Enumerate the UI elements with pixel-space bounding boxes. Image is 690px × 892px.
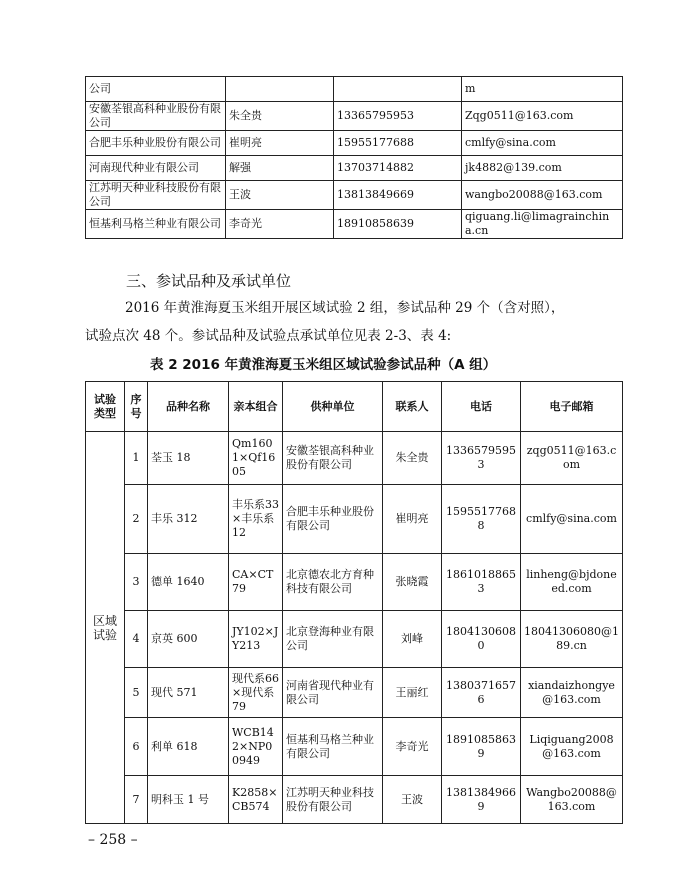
number-cell: 5 — [125, 668, 148, 718]
table-row — [86, 77, 623, 102]
parents-cell: 现代系66×现代系 79 — [229, 668, 283, 718]
table-row — [86, 485, 623, 554]
email-cell: Liqiguang2008@163.com — [521, 718, 623, 776]
page-number: – 258 – — [88, 832, 138, 848]
supplier-cell: 恒基利马格兰种业有限公司 — [283, 718, 383, 776]
table-row — [86, 131, 623, 156]
table-header-row — [86, 382, 623, 432]
email-cell: Zqg0511@163.com — [462, 102, 623, 131]
phone-cell: 13703714882 — [334, 156, 462, 181]
contact-cell: 崔明亮 — [226, 131, 334, 156]
supplier-cell: 河南省现代种业有限公司 — [283, 668, 383, 718]
contact-cell: 朱全贵 — [226, 102, 334, 131]
contact-cell: 王波 — [226, 181, 334, 210]
phone-cell: 18041306080 — [442, 611, 521, 668]
phone-cell: 15955177688 — [334, 131, 462, 156]
variety-cell: 现代 571 — [148, 668, 229, 718]
phone-cell: 13365795953 — [334, 102, 462, 131]
variety-cell: 利单 618 — [148, 718, 229, 776]
parents-cell: Qm1601×Qf1605 — [229, 432, 283, 485]
unit-cell: 公司 — [86, 77, 226, 102]
phone-cell: 13813849669 — [442, 776, 521, 824]
parents-cell: 丰乐系33×丰乐系 12 — [229, 485, 283, 554]
unit-cell: 河南现代种业有限公司 — [86, 156, 226, 181]
table-row — [86, 432, 623, 485]
variety-cell: 丰乐 312 — [148, 485, 229, 554]
contact-cell: 张晓霞 — [383, 554, 442, 611]
variety-cell: 德单 1640 — [148, 554, 229, 611]
email-cell: 18041306080@189.cn — [521, 611, 623, 668]
variety-cell: 荃玉 18 — [148, 432, 229, 485]
contact-cell: 李奇光 — [383, 718, 442, 776]
number-cell: 3 — [125, 554, 148, 611]
table-row — [86, 156, 623, 181]
table-row — [86, 776, 623, 824]
email-cell: jk4882@139.com — [462, 156, 623, 181]
variety-cell: 明科玉 1 号 — [148, 776, 229, 824]
email-cell: linheng@bjdoneed.com — [521, 554, 623, 611]
header-phone: 电话 — [442, 382, 521, 432]
email-cell: Wangbo20088@163.com — [521, 776, 623, 824]
table-row — [86, 181, 623, 210]
header-parents: 亲本组合 — [229, 382, 283, 432]
supplier-cell: 合肥丰乐种业股份有限公司 — [283, 485, 383, 554]
table-row — [86, 554, 623, 611]
header-supplier: 供种单位 — [283, 382, 383, 432]
email-cell: qiguang.li@limagrainchina.cn — [462, 210, 623, 239]
phone-cell — [334, 77, 462, 102]
number-cell: 7 — [125, 776, 148, 824]
parents-cell: WCB142×NP00949 — [229, 718, 283, 776]
number-cell: 6 — [125, 718, 148, 776]
phone-cell: 18610188653 — [442, 554, 521, 611]
unit-cell: 合肥丰乐种业股份有限公司 — [86, 131, 226, 156]
parents-cell: CA×CT79 — [229, 554, 283, 611]
supplier-cell: 北京德农北方育种科技有限公司 — [283, 554, 383, 611]
header-variety: 品种名称 — [148, 382, 229, 432]
phone-cell: 18910858639 — [334, 210, 462, 239]
header-trial-type: 试验类型 — [86, 382, 125, 432]
table-row — [86, 611, 623, 668]
unit-cell: 江苏明天种业科技股份有限公司 — [86, 181, 226, 210]
contact-cell: 朱全贵 — [383, 432, 442, 485]
parents-cell: K2858×CB574 — [229, 776, 283, 824]
unit-cell: 安徽荃银高科种业股份有限公司 — [86, 102, 226, 131]
table-caption: 表 2 2016 年黄淮海夏玉米组区域试验参试品种（A 组） — [150, 357, 497, 373]
contact-cell — [226, 77, 334, 102]
table-row — [86, 668, 623, 718]
paragraph-line-2: 试验点次 48 个。参试品种及试验点承试单位见表 2-3、表 4: — [85, 328, 452, 344]
table-row — [86, 102, 623, 131]
contact-cell: 李奇光 — [226, 210, 334, 239]
email-cell: cmlfy@sina.com — [521, 485, 623, 554]
header-number: 序号 — [125, 382, 148, 432]
contact-cell: 崔明亮 — [383, 485, 442, 554]
phone-cell: 13813849669 — [334, 181, 462, 210]
email-cell: xiandaizhongye@163.com — [521, 668, 623, 718]
number-cell: 2 — [125, 485, 148, 554]
table-row — [86, 718, 623, 776]
table-row — [86, 210, 623, 239]
contact-cell: 解强 — [226, 156, 334, 181]
supplier-cell: 江苏明天种业科技股份有限公司 — [283, 776, 383, 824]
email-cell: zqg0511@163.com — [521, 432, 623, 485]
unit-cell: 恒基利马格兰种业有限公司 — [86, 210, 226, 239]
variety-cell: 京英 600 — [148, 611, 229, 668]
email-cell: wangbo20088@163.com — [462, 181, 623, 210]
parents-cell: JY102×JY213 — [229, 611, 283, 668]
email-cell: m — [462, 77, 623, 102]
paragraph-line-1: 2016 年黄淮海夏玉米组开展区域试验 2 组，参试品种 29 个（含对照）， — [125, 300, 565, 316]
supplier-cell: 安徽荃银高科种业股份有限公司 — [283, 432, 383, 485]
trial-type-cell: 区域试验 — [86, 432, 125, 824]
number-cell: 1 — [125, 432, 148, 485]
contact-cell: 刘峰 — [383, 611, 442, 668]
supplier-cell: 北京登海种业有限公司 — [283, 611, 383, 668]
phone-cell: 18910858639 — [442, 718, 521, 776]
phone-cell: 13365795953 — [442, 432, 521, 485]
number-cell: 4 — [125, 611, 148, 668]
section-heading: 三、参试品种及承试单位 — [126, 272, 292, 290]
header-contact: 联系人 — [383, 382, 442, 432]
phone-cell: 15955177688 — [442, 485, 521, 554]
supplier-contact-table — [85, 76, 623, 239]
header-email: 电子邮箱 — [521, 382, 623, 432]
phone-cell: 13803716576 — [442, 668, 521, 718]
contact-cell: 王波 — [383, 776, 442, 824]
contact-cell: 王丽红 — [383, 668, 442, 718]
variety-table — [85, 381, 623, 824]
email-cell: cmlfy@sina.com — [462, 131, 623, 156]
